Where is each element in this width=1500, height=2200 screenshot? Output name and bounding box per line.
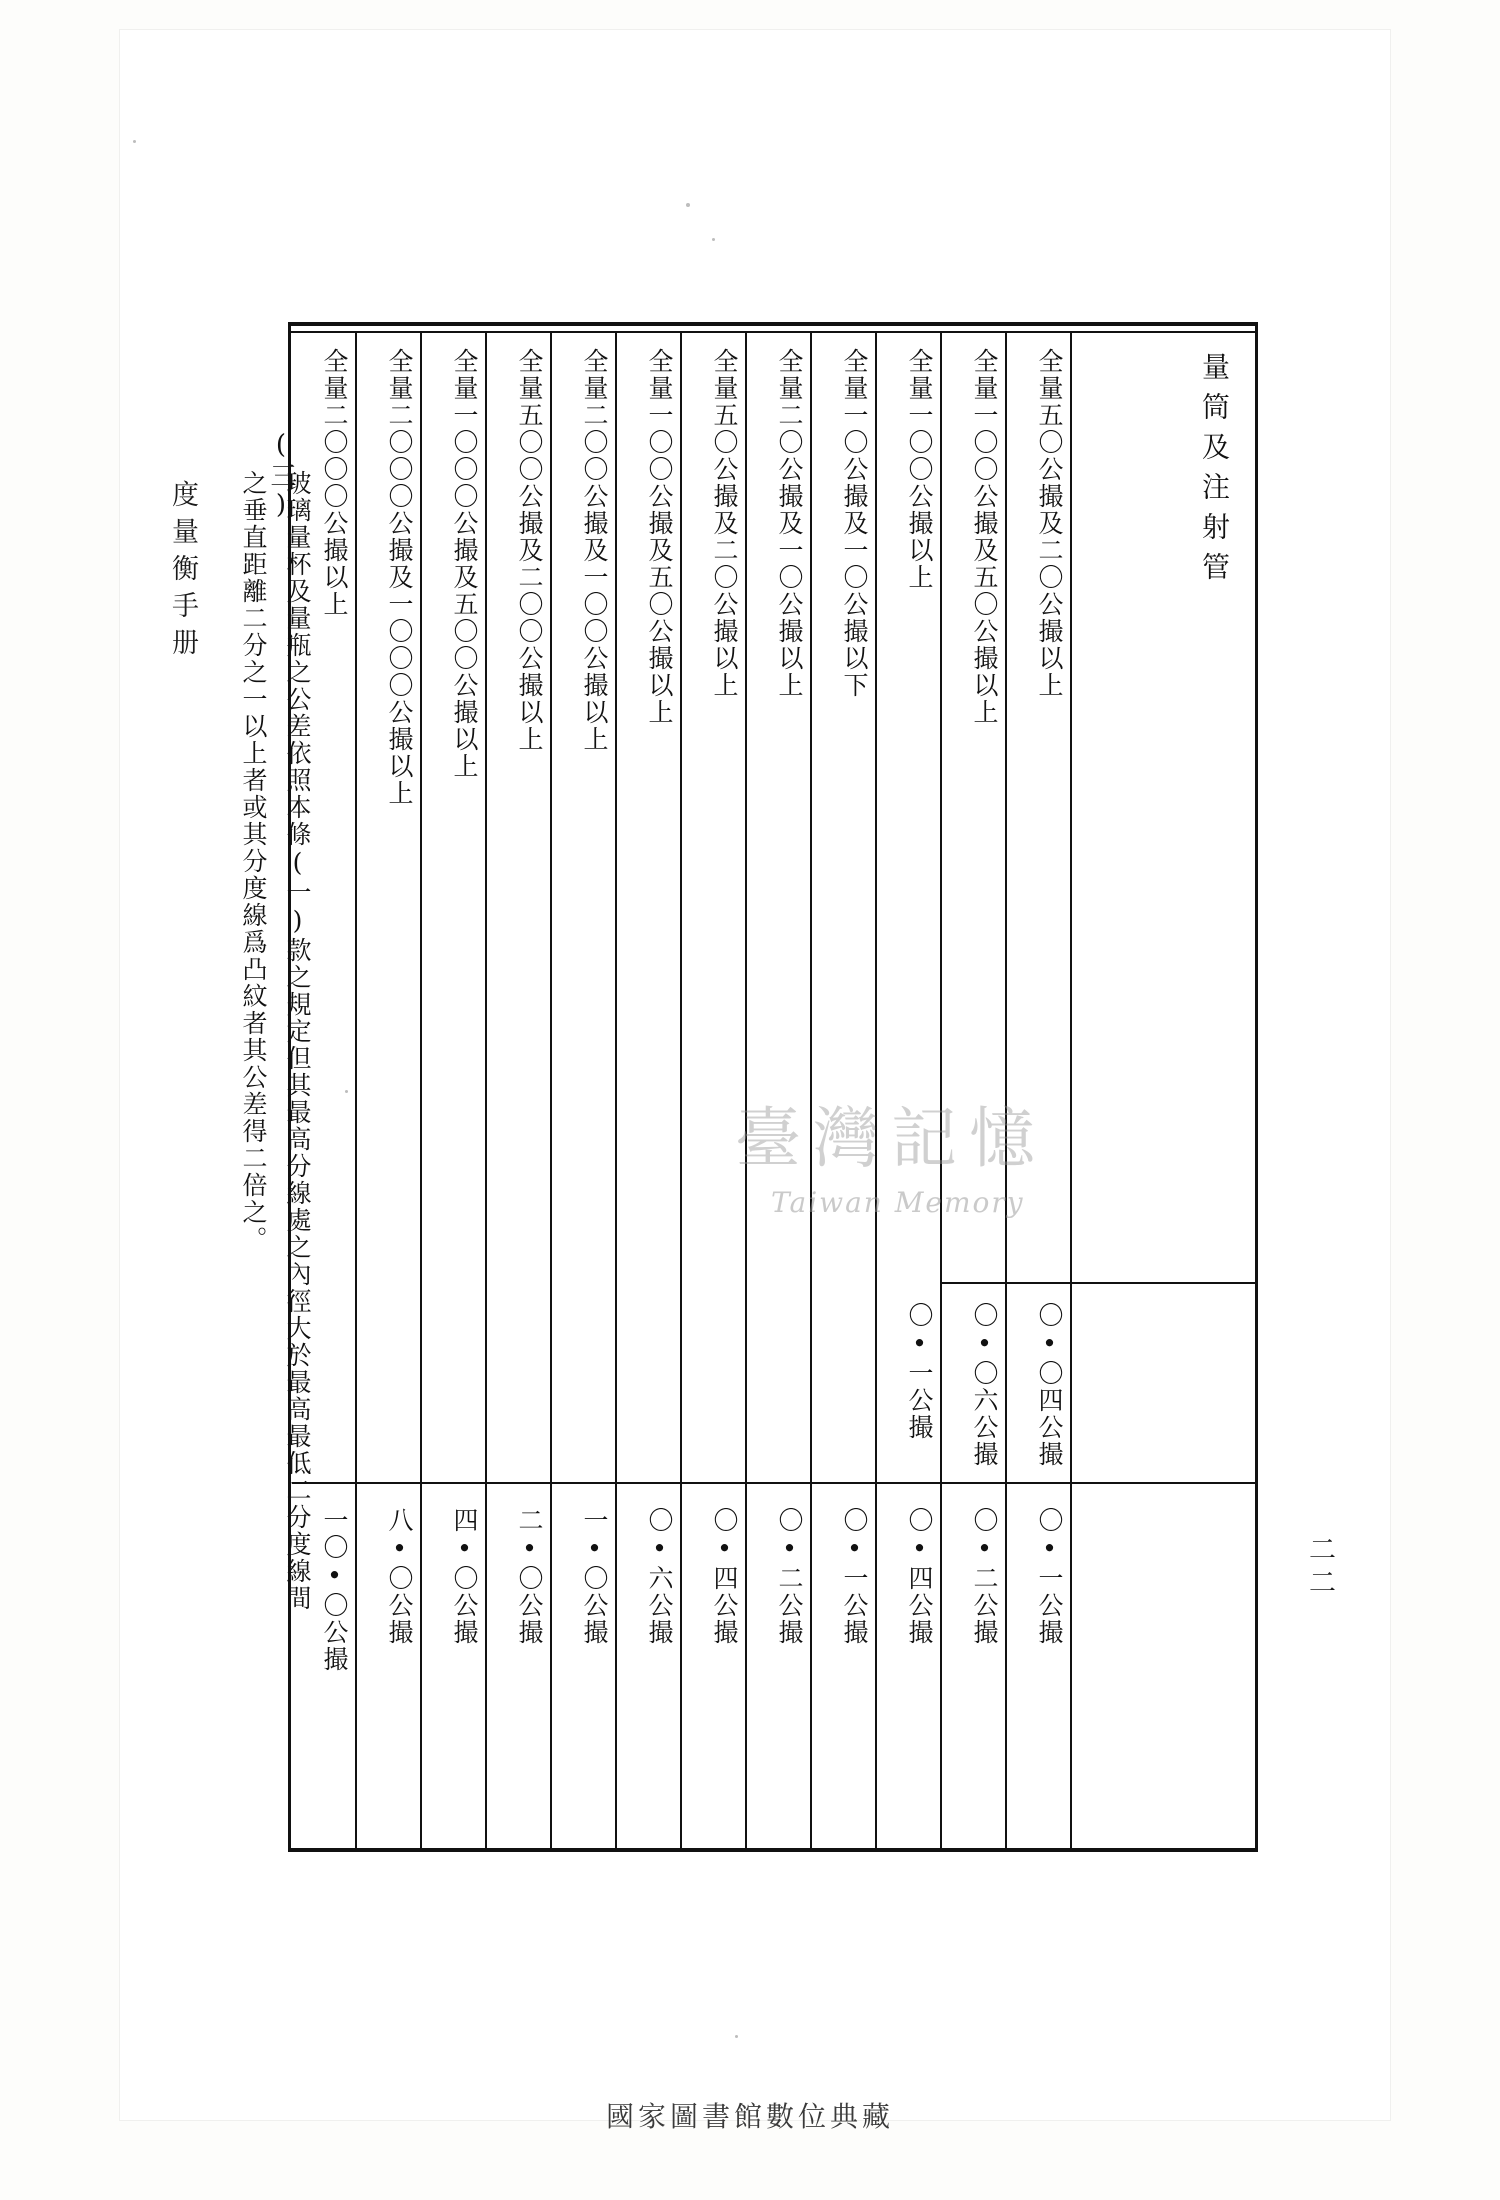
table-cell-value-lower: 〇•一公撮 <box>840 1507 869 1646</box>
table-cell-value-lower: 二•〇公撮 <box>515 1507 544 1646</box>
table-top-border <box>288 322 1258 326</box>
tolerance-table <box>288 322 1258 1852</box>
scan-speck <box>686 203 690 207</box>
table-cell-spec: 全量二〇〇公撮及一〇〇公撮以上 <box>580 348 609 753</box>
table-cell-value-lower: 〇•二公撮 <box>970 1507 999 1646</box>
table-cell-spec: 全量一〇公撮及一〇公撮以下 <box>840 348 869 699</box>
note-line: 玻璃量杯及量瓶之公差依照本條(一)款之規定但其最高分線處之內徑大於最高最低二分度線間 <box>283 470 312 1612</box>
watermark-english: Taiwan Memory <box>771 1186 1025 1219</box>
scan-speck <box>133 140 136 143</box>
table-bottom-border <box>288 1848 1258 1852</box>
table-cell-value-lower: 一•〇公撮 <box>580 1507 609 1646</box>
table-cell-value-lower: 〇•一公撮 <box>1035 1507 1064 1646</box>
page-number: 二二 <box>1304 1535 1335 1601</box>
table-column-rule <box>1005 333 1007 1848</box>
table-column-rule <box>355 333 357 1848</box>
table-cell-spec: 全量五〇公撮及二〇公撮以上 <box>1035 348 1064 699</box>
table-column-rule <box>940 333 942 1848</box>
table-cell-spec: 全量二〇〇〇公撮以上 <box>320 348 349 618</box>
note-marker: (三) <box>266 430 296 522</box>
table-column-rule <box>810 333 812 1848</box>
table-column-rule <box>745 333 747 1848</box>
table-cell-spec: 全量二〇〇〇公撮及一〇〇〇公撮以上 <box>385 348 414 807</box>
table-column-rule <box>485 333 487 1848</box>
scan-speck <box>735 2035 738 2038</box>
table-cell-value-lower: 一〇•〇公撮 <box>320 1507 349 1673</box>
note-line: 之垂直距離二分之一以上者或其分度線爲凸紋者其公差得二倍之。 <box>239 470 268 1253</box>
table-column-rule <box>420 333 422 1848</box>
table-cell-spec: 全量五〇公撮及二〇公撮以上 <box>710 348 739 699</box>
table-cell-value-lower: 〇•六公撮 <box>645 1507 674 1646</box>
table-cell-value-upper: 〇•一公撮 <box>905 1302 934 1441</box>
table-column-rule <box>1070 333 1072 1848</box>
watermark-chinese: 臺灣記憶 <box>735 1100 1047 1177</box>
table-cell-spec: 全量一〇〇公撮及五〇公撮以上 <box>645 348 674 726</box>
table-cell-value-lower: 〇•四公撮 <box>905 1507 934 1646</box>
table-row-rule <box>292 1482 1255 1484</box>
table-row-rule <box>1007 1282 1255 1284</box>
table-top-border-inner <box>288 331 1258 333</box>
table-category-label: 量筒及注射管 <box>1198 352 1231 592</box>
table-column-rule <box>680 333 682 1848</box>
table-cell-spec: 全量一〇〇〇公撮及五〇〇公撮以上 <box>450 348 479 780</box>
table-cell-spec: 全量二〇公撮及一〇公撮以上 <box>775 348 804 699</box>
table-cell-value-lower: 八•〇公撮 <box>385 1507 414 1646</box>
table-cell-spec: 全量五〇〇公撮及二〇〇公撮以上 <box>515 348 544 753</box>
table-row-rule <box>942 1282 1007 1284</box>
scan-speck <box>712 238 715 241</box>
archive-credit: 國家圖書館數位典藏 <box>605 2100 894 2133</box>
table-column-rule <box>875 333 877 1848</box>
note-block <box>170 430 312 1760</box>
table-cell-value-upper: 〇•〇六公撮 <box>970 1302 999 1468</box>
table-right-border <box>1255 322 1258 1852</box>
page-header-title: 度量衡手册 <box>167 480 198 665</box>
table-cell-value-upper: 〇•〇四公撮 <box>1035 1302 1064 1468</box>
table-cell-spec: 全量一〇〇公撮以上 <box>905 348 934 591</box>
table-cell-spec: 全量一〇〇公撮及五〇公撮以上 <box>970 348 999 726</box>
table-column-rule <box>615 333 617 1848</box>
table-cell-value-lower: 〇•四公撮 <box>710 1507 739 1646</box>
table-cell-value-lower: 四•〇公撮 <box>450 1507 479 1646</box>
table-cell-value-lower: 〇•二公撮 <box>775 1507 804 1646</box>
table-column-rule <box>550 333 552 1848</box>
